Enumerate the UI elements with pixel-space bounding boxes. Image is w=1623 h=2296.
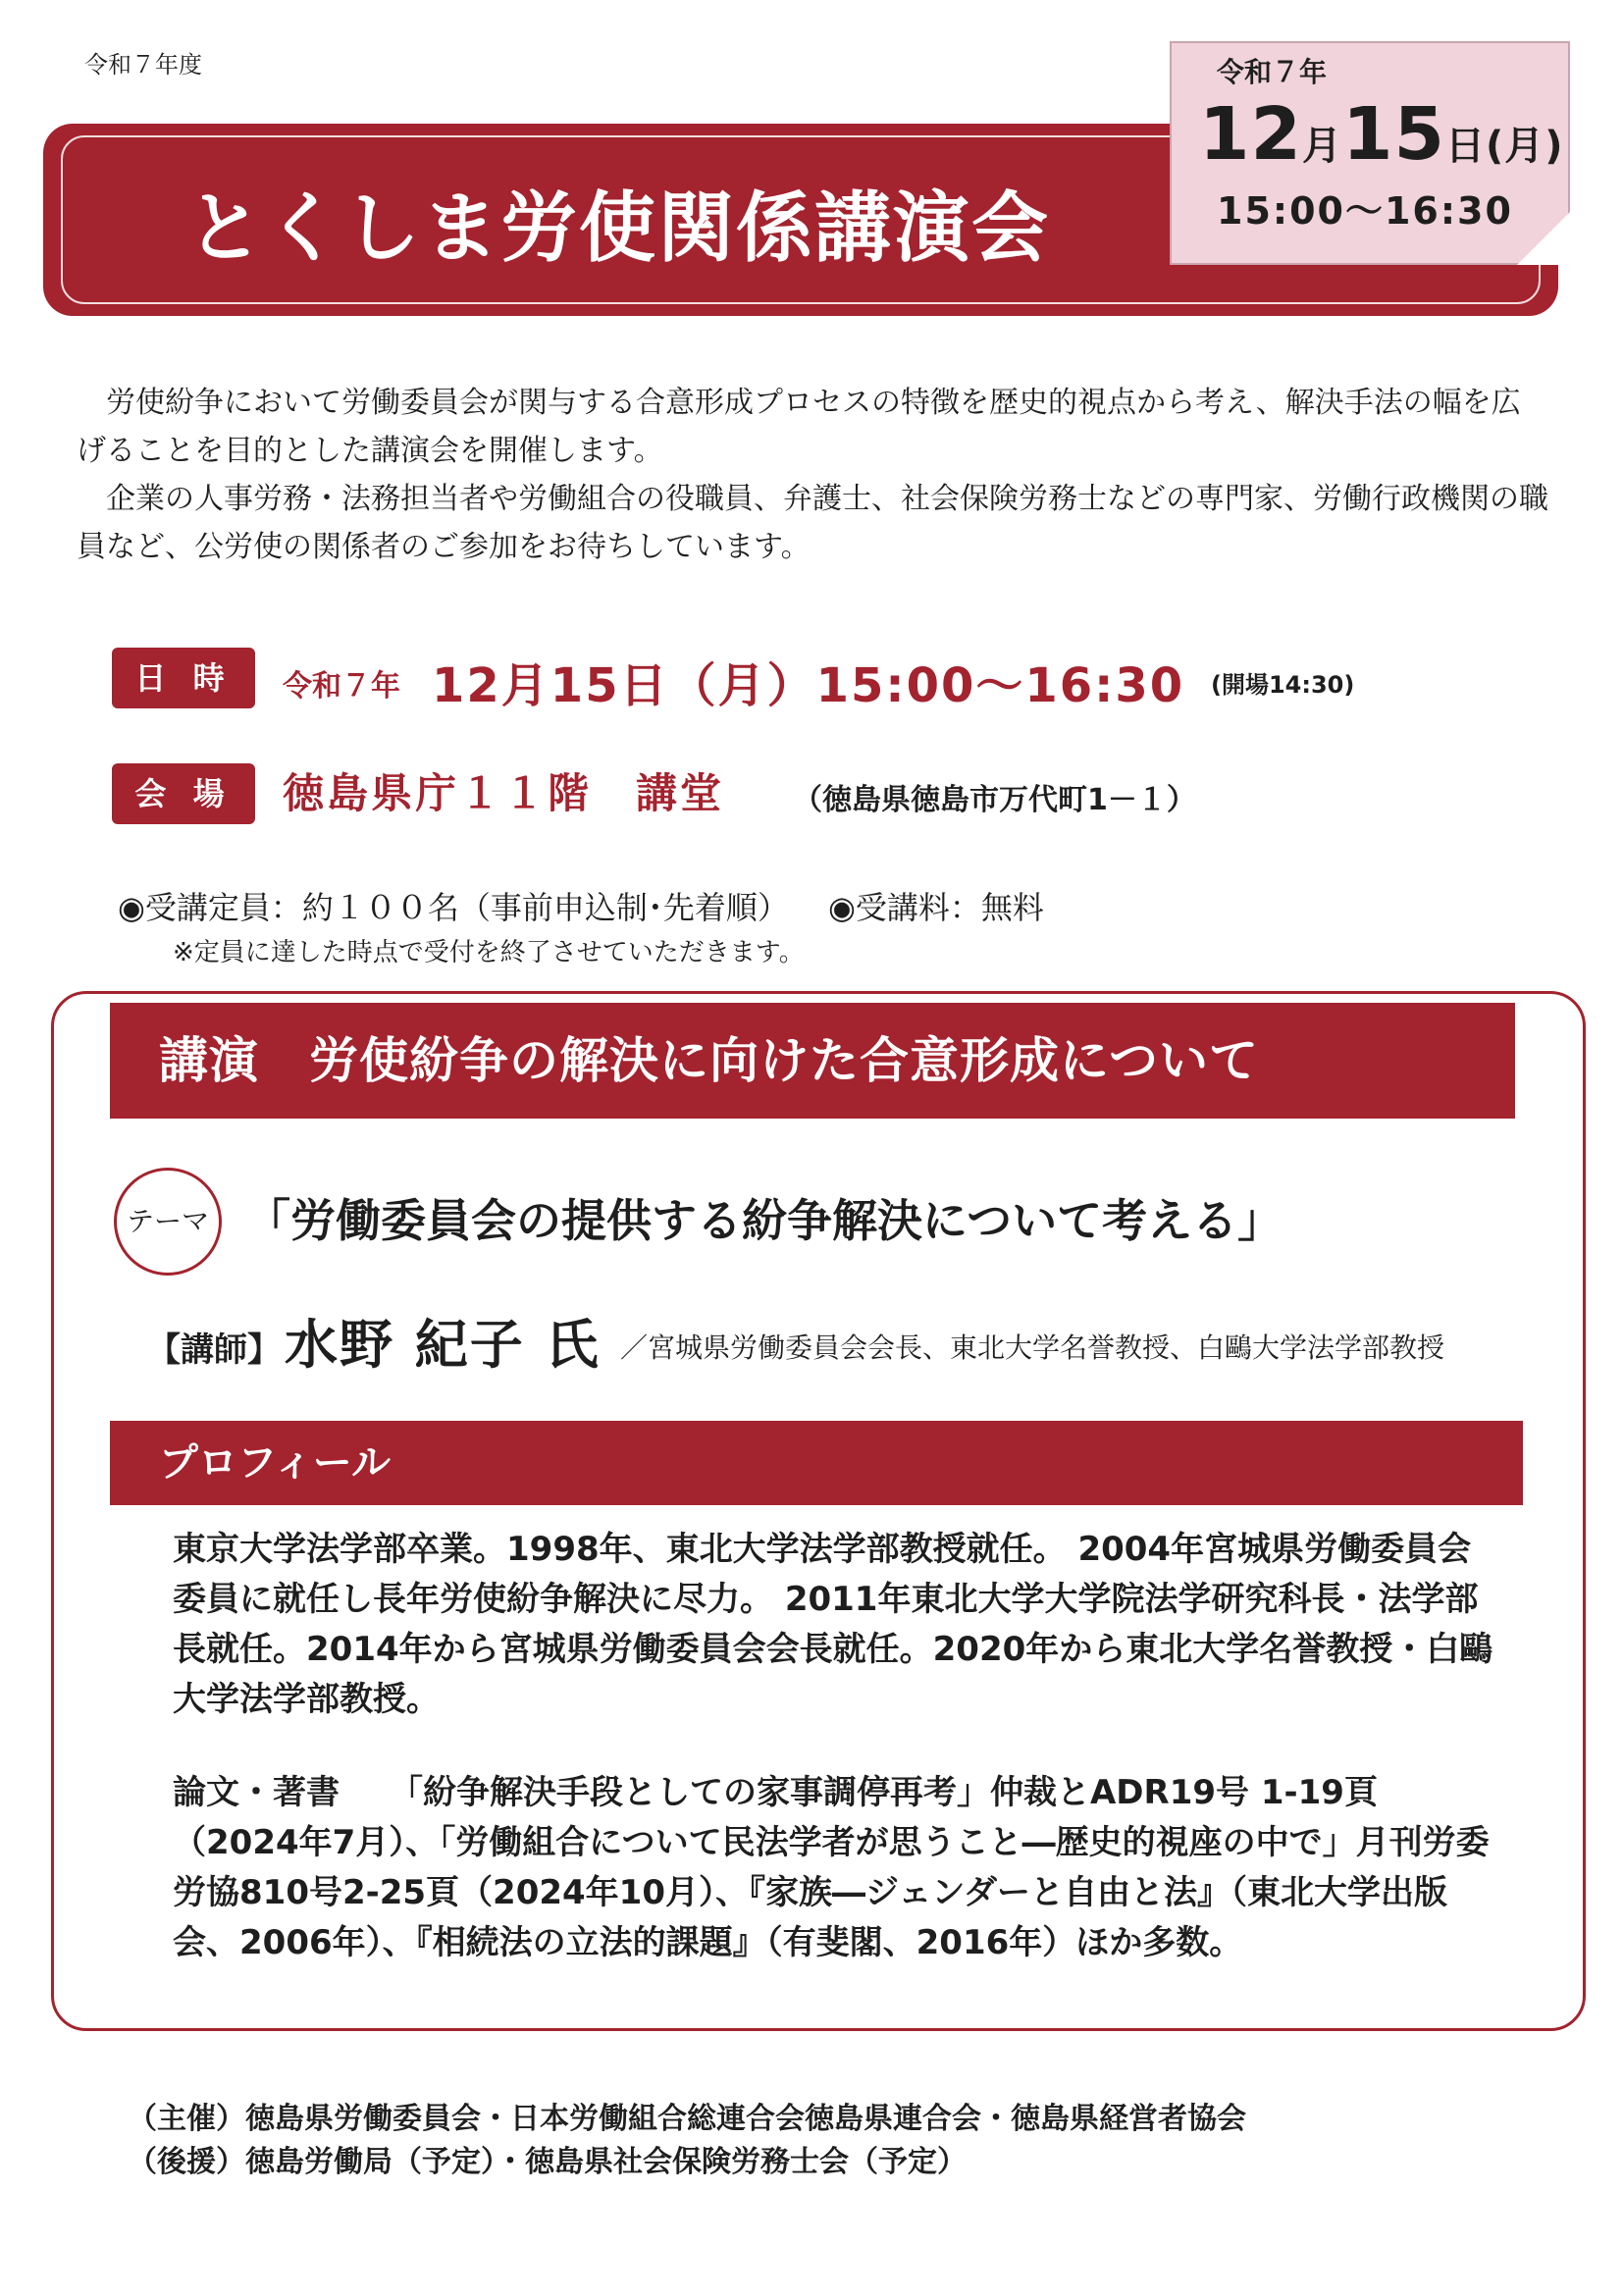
capacity-note: ※定員に達した時点で受付を終了させていただきます。 bbox=[173, 938, 805, 967]
profile-works: 論文・著書 「紛争解決手段としての家事調停再考」仲裁とADR19号 1-19頁（2024年7月）、「労働組合について民法学者が思うこと―歴史的視座の中で」月刊労委労協810号2-25頁（2024年10月）、『家族―ジェンダーと自由と法』（東北大学出版会、2006年）、『相続法の立法的課題』（有斐閣、2016年）ほか多数。 bbox=[173, 1773, 1490, 1962]
profile-text bbox=[173, 1525, 1497, 1968]
theme-badge: テーマ bbox=[114, 1168, 222, 1276]
event-date: 12月15日（月）15:00～16:30 bbox=[432, 658, 1185, 713]
capacity: ◉受講定員：約１００名（事前申込制･先着順） bbox=[118, 889, 789, 926]
supporters: （後援）徳島労働局（予定）・徳島県社会保険労務士会（予定） bbox=[128, 2145, 967, 2179]
lecture-heading: 講演 労使紛争の解決に向けた合意形成について bbox=[110, 1003, 1515, 1119]
profile-bio: 東京大学法学部卒業。1998年、東北大学法学部教授就任。 2004年宮城県労働委員会委員に就任し長年労使紛争解決に尽力。 2011年東北大学大学院法学研究科長・法学部長就任。2014年から宮城県労働委員会会長就任。2020年から東北大学名誉教授・白鷗大学法学部教授。 bbox=[173, 1530, 1493, 1719]
lecturer-name: 水野 紀子 氏 bbox=[285, 1314, 601, 1376]
venue-name: 徳島県庁１１階 講堂 bbox=[283, 769, 725, 817]
profile-heading: プロフィール bbox=[110, 1421, 1523, 1505]
date-card-day-unit: 日 bbox=[1444, 124, 1486, 169]
intro-text bbox=[77, 379, 1548, 571]
page-fold-corner bbox=[1517, 212, 1570, 265]
venue-label: 会 場 bbox=[112, 763, 255, 824]
venue-address: （徳島県徳島市万代町1－１） bbox=[793, 783, 1196, 817]
date-card-month: 12 bbox=[1199, 92, 1302, 177]
lecture-theme: 「労働委員会の提供する紛争解決について考える」 bbox=[245, 1194, 1283, 1247]
organizers: （主催）徳島県労働委員会・日本労働組合総連合会徳島県連合会・徳島県経営者協会 bbox=[128, 2102, 1246, 2136]
intro-paragraph-2: 企業の人事労務・法務担当者や労働組合の役職員、弁護士、社会保険労務士などの専門家、労働行政機関の職員など、公労使の関係者のご参加をお待ちしています。 bbox=[77, 482, 1548, 564]
fiscal-year: 令和７年度 bbox=[84, 51, 202, 78]
date-card-date bbox=[1199, 92, 1564, 177]
date-card-weekday: (月) bbox=[1485, 124, 1564, 169]
capacity-line bbox=[118, 883, 1044, 928]
fee: ◉受講料：無料 bbox=[827, 889, 1044, 926]
event-era: 令和７年 bbox=[283, 669, 400, 704]
date-card-month-unit: 月 bbox=[1301, 124, 1342, 169]
date-card-day: 15 bbox=[1341, 92, 1445, 177]
date-card-era: 令和７年 bbox=[1217, 56, 1328, 88]
lecturer-title: ／宮城県労働委員会会長、東北大学名誉教授、白鷗大学法学部教授 bbox=[620, 1331, 1445, 1364]
lecturer-tag: 【講師】 bbox=[147, 1331, 281, 1370]
intro-paragraph-1: 労使紛争において労働委員会が関与する合意形成プロセスの特徴を歴史的視点から考え、解決手法の幅を広げることを目的とした講演会を開催します。 bbox=[77, 386, 1521, 468]
date-card-time: 15:00～16:30 bbox=[1217, 189, 1513, 233]
page-title: とくしま労使関係講演会 bbox=[186, 184, 1051, 273]
doors-open: (開場14:30) bbox=[1211, 671, 1355, 699]
datetime-label: 日 時 bbox=[112, 648, 255, 708]
